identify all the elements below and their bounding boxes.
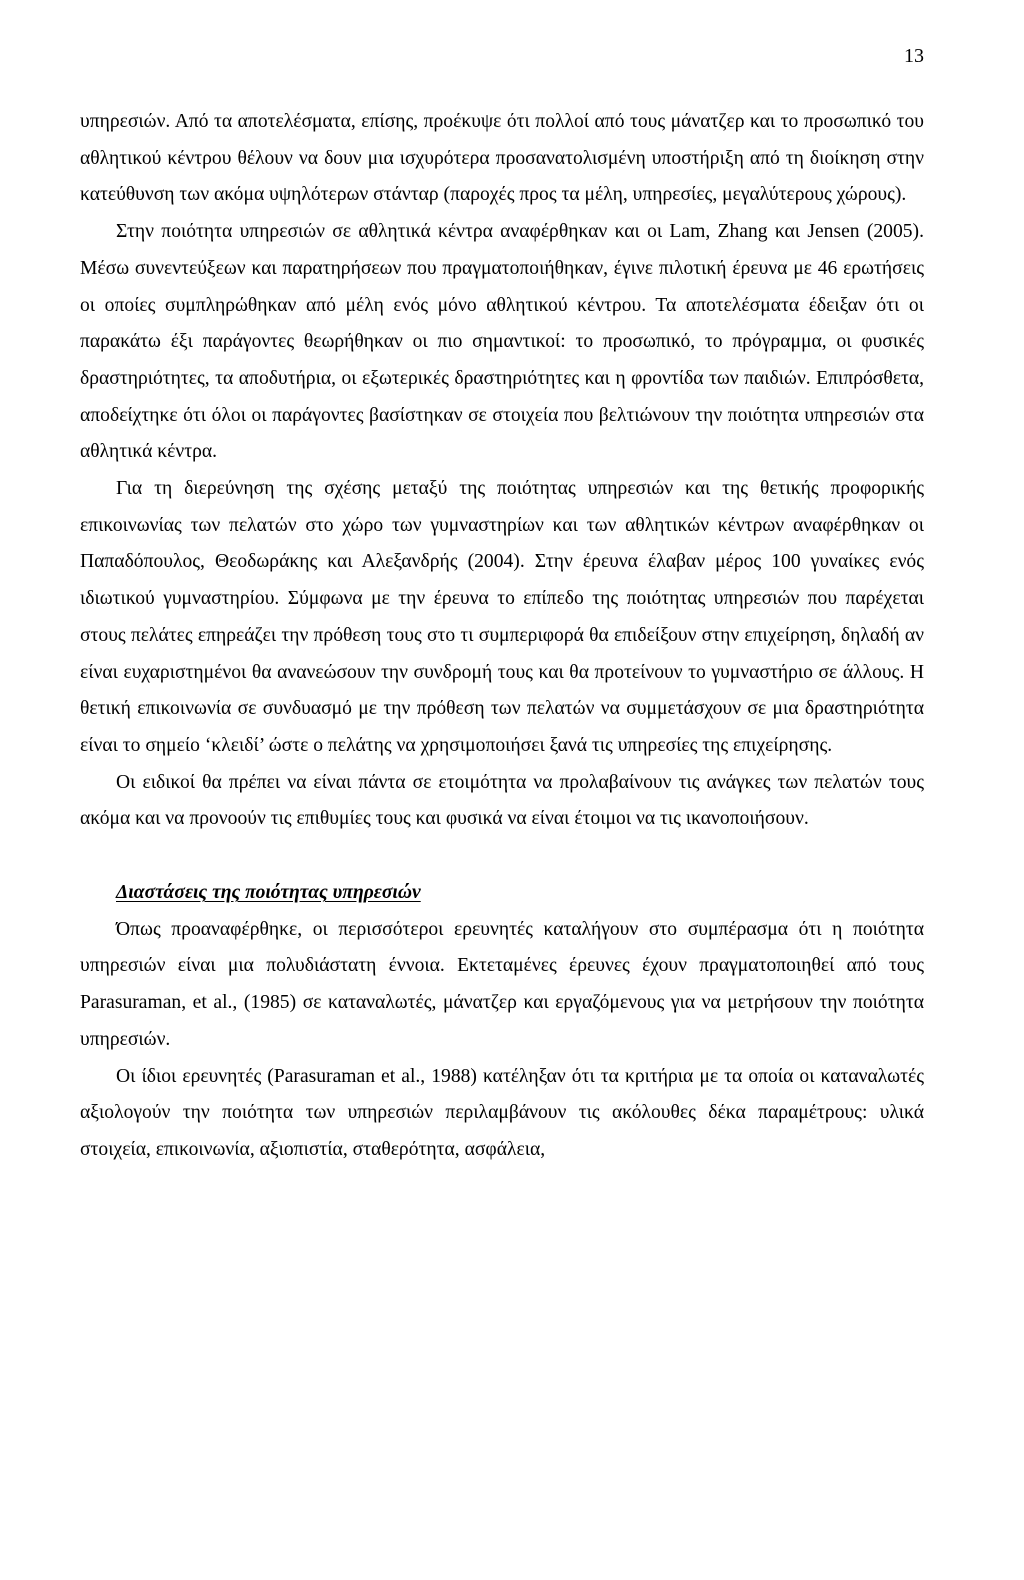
paragraph-3: Για τη διερεύνηση της σχέσης μεταξύ της ποιότητας υπηρεσιών και της θετικής προφορικής επικοινωνίας των πελατών στο χώρο των γυμναστηρίων και των αθλητικών κέντρων αναφέρθηκαν οι Παπαδόπουλος, Θεοδωράκης και Αλεξανδρής (2004). Στην έρευνα έλαβαν μέρος 100 γυναίκες ενός ιδιωτικού γυμναστηρίου. Σύμφωνα με την έρευνα το επίπεδο της ποιότητας υπηρεσιών που παρέχεται στους πελάτες επηρεάζει την πρόθεση τους στο τι συμπεριφορά θα επιδείξουν στην επιχείρηση, δηλαδή αν είναι ευχαριστημένοι θα ανανεώσουν την συνδρομή τους και θα προτείνουν το γυμναστήριο σε άλλους. Η θετική επικοινωνία σε συνδυασμό με την πρόθεση των πελατών να συμμετάσχουν σε μια δραστηριότητα είναι το σημείο ‘κλειδί’ ώστε ο πελάτης να χρησιμοποιήσει ξανά τις υπηρεσίες της επιχείρησης.: [80, 478, 924, 756]
page-number: 13: [904, 45, 924, 67]
paragraph-4: Οι ειδικοί θα πρέπει να είναι πάντα σε ετοιμότητα να προλαβαίνουν τις ανάγκες των πελατών τους ακόμα και να προνοούν τις επιθυμίες τους και φυσικά να είναι έτοιμοι να τις ικανοποιήσουν.: [80, 771, 924, 830]
paragraph-2: Στην ποιότητα υπηρεσιών σε αθλητικά κέντρα αναφέρθηκαν και οι Lam, Zhang και Jensen (2005). Μέσω συνεντεύξεων και παρατηρήσεων που πραγματοποιήθηκαν, έγινε πιλοτική έρευνα με 46 ερωτήσεις οι οποίες συμπληρώθηκαν από μέλη ενός μόνο αθλητικού κέντρου. Τα αποτελέσματα έδειξαν ότι οι παρακάτω έξι παράγοντες θεωρήθηκαν οι πιο σημαντικοί: το προσωπικό, το πρόγραμμα, οι φυσικές δραστηριότητες, τα αποδυτήρια, οι εξωτερικές δραστηριότητες και η φροντίδα των παιδιών. Επιπρόσθετα, αποδείχτηκε ότι όλοι οι παράγοντες βασίστηκαν σε στοιχεία που βελτιώνουν την ποιότητα υπηρεσιών στα αθλητικά κέντρα.: [80, 221, 924, 463]
paragraph-6: Οι ίδιοι ερευνητές (Parasuraman et al., 1988) κατέληξαν ότι τα κριτήρια με τα οποία οι καταναλωτές αξιολογούν την ποιότητα των υπηρεσιών περιλαμβάνουν τις ακόλουθες δέκα παραμέτρους: υλικά στοιχεία, επικοινωνία, αξιοπιστία, σταθερότητα, ασφάλεια,: [80, 1065, 924, 1160]
paragraph-1: υπηρεσιών. Από τα αποτελέσματα, επίσης, προέκυψε ότι πολλοί από τους μάνατζερ και το προσωπικό του αθλητικού κέντρου θέλουν να δουν μια ισχυρότερα προσανατολισμένη υποστήριξη από τη διοίκηση στην κατεύθυνση των ακόμα υψηλότερων στάνταρ (παροχές προς τα μέλη, υπηρεσίες, μεγαλύτερους χώρους).: [80, 111, 924, 206]
document-body: [80, 104, 924, 1169]
paragraph-5: Όπως προαναφέρθηκε, οι περισσότεροι ερευνητές καταλήγουν στο συμπέρασμα ότι η ποιότητα υπηρεσιών είναι μια πολυδιάστατη έννοια. Εκτεταμένες έρευνες έχουν πραγματοποιηθεί από τους Parasuraman, et al., (1985) σε καταναλωτές, μάνατζερ και εργαζόμενους για να μετρήσουν την ποιότητα υπηρεσιών.: [80, 918, 924, 1050]
section-heading: Διαστάσεις της ποιότητας υπηρεσιών: [116, 882, 421, 904]
